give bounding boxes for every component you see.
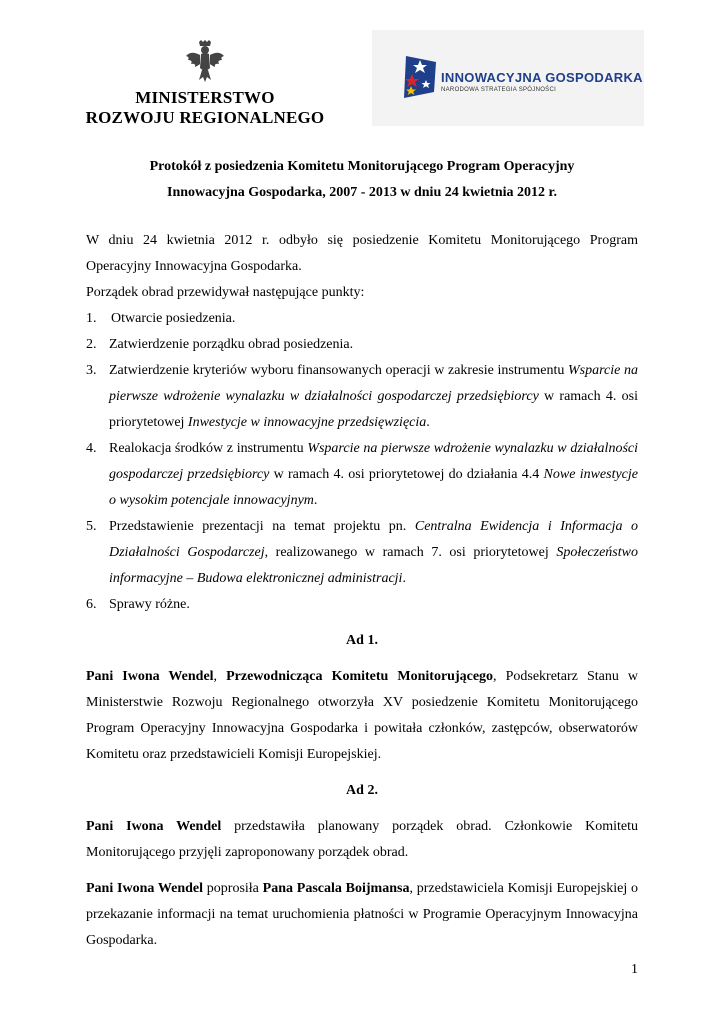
agenda-item-number: 2. xyxy=(86,337,97,352)
agenda-item xyxy=(86,306,638,332)
ad2-heading: Ad 2. xyxy=(346,783,378,798)
agenda-item-text: Sprawy różne. xyxy=(109,597,190,612)
agenda-item-text: Przedstawienie prezentacji na temat projektu pn. xyxy=(109,519,415,534)
ad2-paragraph-2: Pani Iwona Wendel poprosiła Pana Pascala Boijmansa, przedstawiciela Komisji Europejskiej o przekazanie informacji na temat uruchomienia płatności w Programie Operacyjnym Innowacyjna Gospodarka. xyxy=(86,881,638,948)
person-role: Przewodnicząca Komitetu Monitorującego xyxy=(226,669,494,684)
agenda-item: 5. Przedstawienie prezentacji na temat projektu pn. Centralna Ewidencja i Informacja o Działalności Gospodarczej, realizowanego w ramach 7. osi priorytetowej Społeczeństwo informacyjne – Budowa elektronicznej administracji. xyxy=(86,514,638,592)
ig-flag-stars-icon xyxy=(400,52,440,100)
agenda-item-text: Otwarcie posiedzenia. xyxy=(111,311,236,326)
agenda-item-number: 5. xyxy=(86,519,97,534)
agenda-item-text: , realizowanego w ramach 7. osi priorytetowej xyxy=(264,545,557,560)
ad2-paragraph-1: Pani Iwona Wendel przedstawiła planowany porządek obrad. Członkowie Komitetu Monitorującego przyjęli zaproponowany porządek obrad. xyxy=(86,819,639,860)
document-title-line2: Innowacyjna Gospodarka, 2007 - 2013 w dniu 24 kwietnia 2012 r. xyxy=(167,185,557,200)
ministry-logo xyxy=(60,40,350,128)
agenda-item-number: 6. xyxy=(86,597,97,612)
agenda-item-text: w ramach 4. osi priorytetowej xyxy=(109,389,638,430)
ig-logo-subtitle: NARODOWA STRATEGIA SPÓJNOŚCI xyxy=(441,87,557,93)
ministry-name-line1: MINISTERSTWO xyxy=(135,88,275,107)
agenda-item-text: Zatwierdzenie kryteriów wyboru finansowanych operacji w zakresie instrumentu xyxy=(109,363,569,378)
polish-eagle-emblem-icon xyxy=(185,40,225,84)
intro-paragraph: W dniu 24 kwietnia 2012 r. odbyło się posiedzenie Komitetu Monitorującego Program Operacyjny Innowacyjna Gospodarka. xyxy=(86,233,638,274)
agenda-item-number: 4. xyxy=(86,441,97,456)
ministry-name-line2: ROZWOJU REGIONALNEGO xyxy=(85,108,325,127)
person-name: Pani Iwona Wendel xyxy=(86,881,203,896)
person-name: Pana Pascala Boijmansa xyxy=(262,881,410,896)
document-body xyxy=(86,228,638,954)
agenda-intro: Porządek obrad przewidywał następujące punkty: xyxy=(86,285,365,300)
agenda-item xyxy=(86,592,638,618)
project-name: Centralna Ewidencja i Informacja o Działalności Gospodarczej xyxy=(109,519,638,560)
agenda-item-number: 1. xyxy=(86,311,97,326)
priority-axis-name: Społeczeństwo informacyjne – Budowa elektronicznej administracji xyxy=(109,545,638,586)
ad1-heading: Ad 1. xyxy=(346,633,378,648)
agenda-item: 4. Realokacja środków z instrumentu Wsparcie na pierwsze wdrożenie wynalazku w działalności gospodarczej przedsiębiorcy w ramach 4. osi priorytetowej do działania 4.4 Nowe inwestycje o wysokim potencjale innowacyjnym. xyxy=(86,436,638,514)
person-name: Pani Iwona Wendel xyxy=(86,819,222,834)
agenda-item: 3. Zatwierdzenie kryteriów wyboru finansowanych operacji w zakresie instrumentu Wsparcie na pierwsze wdrożenie wynalazku w działalności gospodarczej przedsiębiorcy w ramach 4. osi priorytetowej Inwestycje w innowacyjne przedsięwzięcia. xyxy=(86,358,638,436)
agenda-item-text: w ramach 4. osi priorytetowej do działania 4.4 xyxy=(269,467,544,482)
agenda-item-text: Realokacja środków z instrumentu xyxy=(109,441,308,456)
agenda-item-number: 3. xyxy=(86,363,97,378)
innowacyjna-gospodarka-logo xyxy=(372,30,644,126)
document-title xyxy=(86,154,638,206)
instrument-name: Wsparcie na pierwsze wdrożenie wynalazku w działalności gospodarczej przedsiębiorcy xyxy=(109,363,639,404)
measure-name: Nowe inwestycje o wysokim potencjale innowacyjnym xyxy=(109,467,639,508)
person-name: Pani Iwona Wendel xyxy=(86,669,214,684)
document-title-line1: Protokół z posiedzenia Komitetu Monitorującego Program Operacyjny xyxy=(149,159,575,174)
agenda-list xyxy=(86,306,638,618)
instrument-name: Wsparcie na pierwsze wdrożenie wynalazku w działalności gospodarczej przedsiębiorcy xyxy=(109,441,639,482)
agenda-item-text: Zatwierdzenie porządku obrad posiedzenia. xyxy=(109,337,354,352)
page-number: 1 xyxy=(631,962,638,977)
priority-axis-name: Inwestycje w innowacyjne przedsięwzięcia xyxy=(187,415,427,430)
ig-logo-title: INNOWACYJNA GOSPODARKA xyxy=(441,70,643,85)
ad1-paragraph: Pani Iwona Wendel, Przewodnicząca Komitetu Monitorującego, Podsekretarz Stanu w Ministerstwie Rozwoju Regionalnego otworzyła XV posiedzenie Komitetu Monitorującego Program Operacyjny Innowacyjna Gospodarka i powitała członków, zastępców, obserwatorów Komitetu oraz przedstawicieli Komisji Europejskiej. xyxy=(86,669,638,762)
agenda-item xyxy=(86,332,638,358)
